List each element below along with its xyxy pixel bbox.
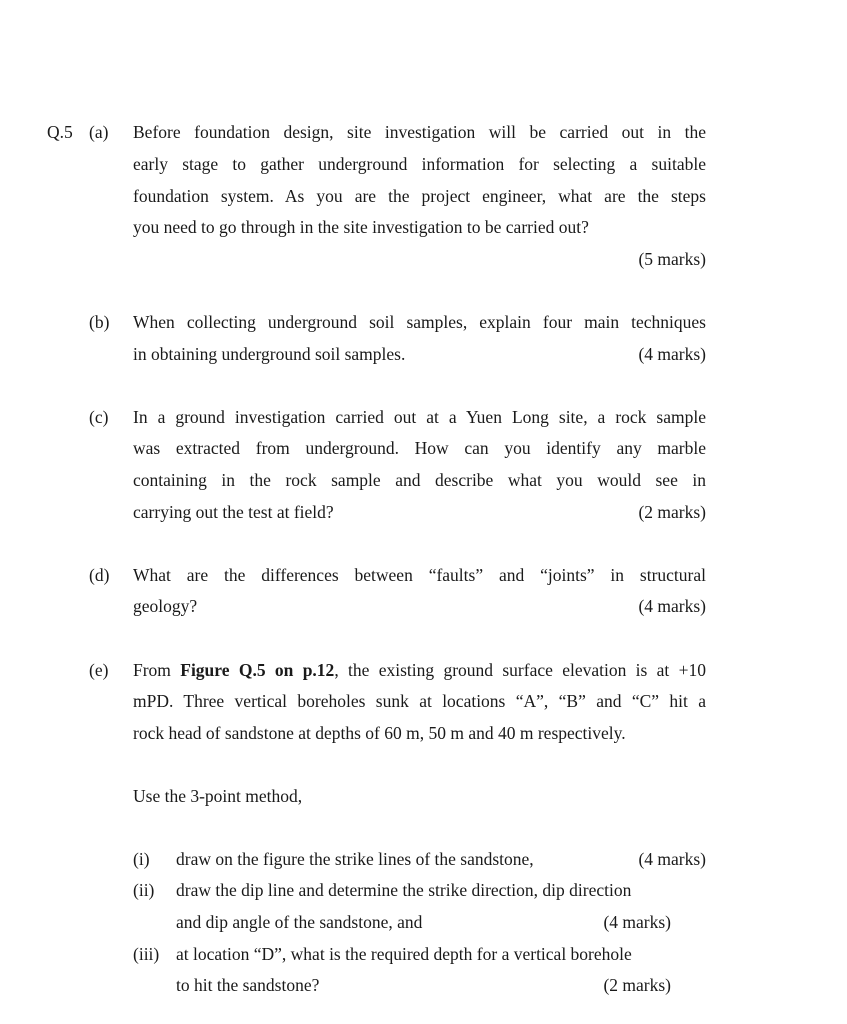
subpart-i-marks: (4 marks) bbox=[638, 849, 706, 869]
subpart-i-label: (i) bbox=[133, 849, 150, 869]
part-c-label: (c) bbox=[89, 407, 109, 427]
subpart-ii-line-1: draw the dip line and determine the strike direction, dip direction bbox=[176, 880, 632, 900]
part-c-marks: (2 marks) bbox=[638, 502, 706, 522]
part-e-line-2: mPD. Three vertical boreholes sunk at locations “A”, “B” and “C” hit a bbox=[133, 691, 706, 711]
part-c-line-2: was extracted from underground. How can you identify any marble bbox=[133, 438, 706, 458]
part-b-marks: (4 marks) bbox=[638, 344, 706, 364]
subpart-iii-label: (iii) bbox=[133, 944, 160, 964]
part-e-method: Use the 3-point method, bbox=[133, 786, 303, 806]
part-c-line-3: containing in the rock sample and describe what you would see in bbox=[133, 470, 706, 490]
part-d-label: (d) bbox=[89, 565, 110, 585]
part-e-line-1-suffix: , the existing ground surface elevation is at +10 bbox=[334, 660, 706, 680]
part-a-line-4: you need to go through in the site investigation to be carried out? bbox=[133, 217, 589, 237]
part-b-line-1: When collecting underground soil samples, explain four main techniques bbox=[133, 312, 706, 332]
subpart-ii-marks: (4 marks) bbox=[603, 912, 671, 932]
part-a-label: (a) bbox=[89, 122, 109, 142]
part-e-line-1-prefix: From bbox=[133, 660, 181, 680]
part-a-line-1: Before foundation design, site investigation will be carried out in the bbox=[133, 122, 706, 142]
part-c-line-1: In a ground investigation carried out at a Yuen Long site, a rock sample bbox=[133, 407, 706, 427]
subpart-iii-line-1: at location “D”, what is the required depth for a vertical borehole bbox=[176, 944, 632, 964]
part-b-label: (b) bbox=[89, 312, 110, 332]
subpart-i-line-1: draw on the figure the strike lines of the sandstone, bbox=[176, 849, 534, 869]
subpart-iii-line-2: to hit the sandstone? bbox=[176, 975, 320, 995]
part-d-marks: (4 marks) bbox=[638, 596, 706, 616]
part-e-label: (e) bbox=[89, 660, 109, 680]
part-e-line-1 bbox=[133, 654, 706, 686]
part-a-line-3: foundation system. As you are the project engineer, what are the steps bbox=[133, 186, 706, 206]
part-d-line-1: What are the differences between “faults” and “joints” in structural bbox=[133, 565, 706, 585]
part-a-line-2: early stage to gather underground information for selecting a suitable bbox=[133, 154, 706, 174]
question-number: Q.5 bbox=[47, 122, 73, 142]
part-b-line-2: in obtaining underground soil samples. bbox=[133, 344, 406, 364]
part-c-line-4: carrying out the test at field? bbox=[133, 502, 334, 522]
figure-reference: Figure Q.5 on p.12 bbox=[180, 660, 335, 680]
part-a-marks: (5 marks) bbox=[638, 249, 706, 269]
subpart-iii-marks: (2 marks) bbox=[603, 975, 671, 995]
subpart-ii-label: (ii) bbox=[133, 880, 155, 900]
part-d-line-2: geology? bbox=[133, 596, 198, 616]
subpart-ii-line-2: and dip angle of the sandstone, and bbox=[176, 912, 423, 932]
part-e-line-3: rock head of sandstone at depths of 60 m, 50 m and 40 m respectively. bbox=[133, 723, 626, 743]
